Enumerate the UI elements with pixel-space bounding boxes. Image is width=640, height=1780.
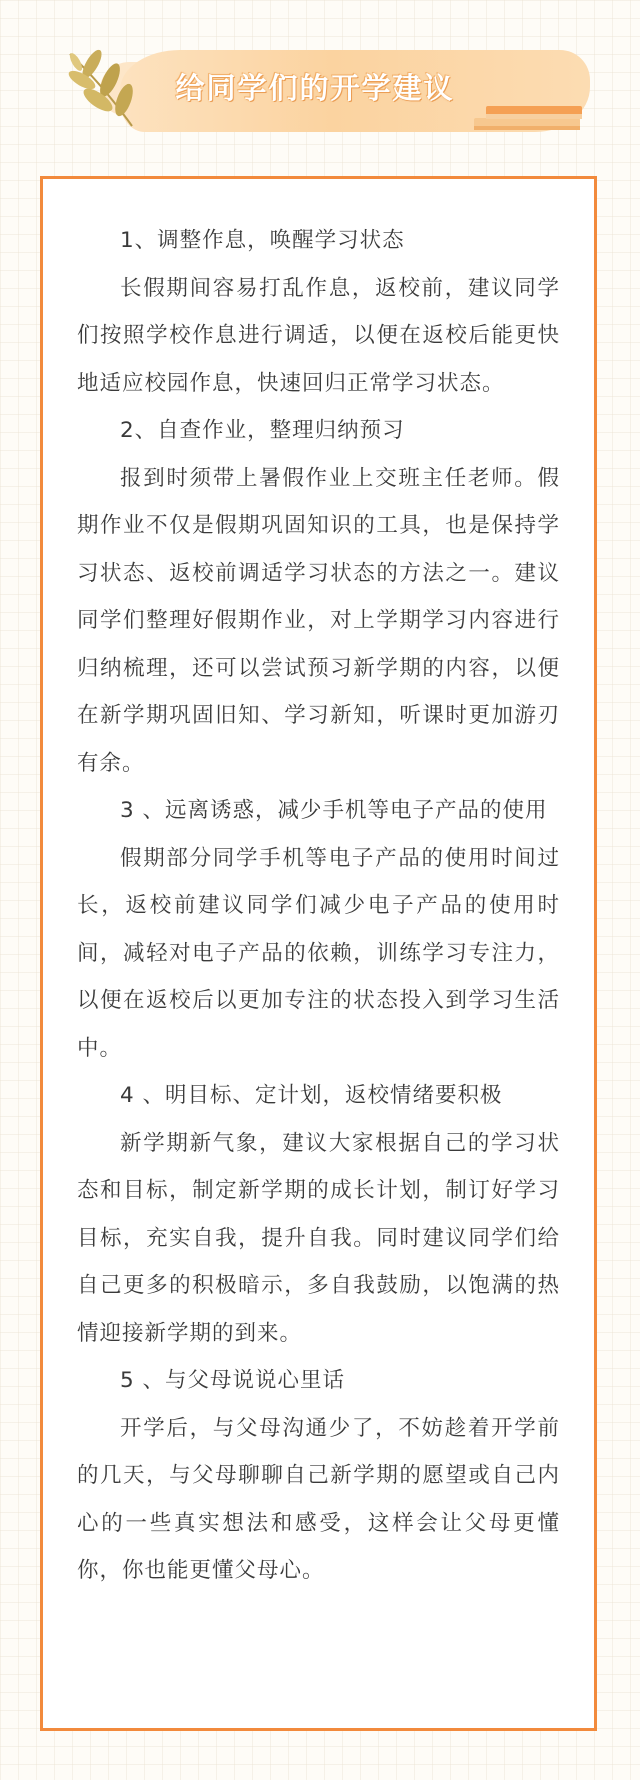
leaf-branch-icon — [62, 44, 150, 130]
section-body-1: 长假期间容易打乱作息，返校前，建议同学们按照学校作息进行调适，以便在返校后能更快地适应校园作息，快速回归正常学习状态。 — [77, 275, 560, 396]
book-stack-icon — [470, 96, 590, 136]
header-banner — [0, 0, 640, 150]
section-body-5: 开学后，与父母沟通少了，不妨趁着开学前的几天，与父母聊聊自己新学期的愿望或自己内心的一些真实想法和感受，这样会让父母更懂你，你也能更懂父母心。 — [77, 1415, 560, 1583]
section-body-4: 新学期新气象，建议大家根据自己的学习状态和目标，制定新学期的成长计划，制订好学习目标，充实自我，提升自我。同时建议同学们给自己更多的积极暗示，多自我鼓励，以饱满的热情迎接新学期的到来。 — [77, 1130, 560, 1346]
section-heading-4: 4 、明目标、定计划，返校情绪要积极 — [120, 1083, 503, 1108]
section-body-3: 假期部分同学手机等电子产品的使用时间过长，返校前建议同学们减少电子产品的使用时间，减轻对电子产品的依赖，训练学习专注力，以便在返校后以更加专注的状态投入到学习生活中。 — [77, 845, 560, 1061]
section-heading-2: 2、自查作业，整理归纳预习 — [120, 418, 405, 443]
section-heading-5: 5 、与父母说说心里话 — [120, 1368, 346, 1393]
page-title: 给同学们的开学建议 — [175, 71, 455, 105]
section-heading-1: 1、调整作息，唤醒学习状态 — [120, 228, 405, 253]
section-body-2: 报到时须带上暑假作业上交班主任老师。假期作业不仅是假期巩固知识的工具，也是保持学习状态、返校前调适学习状态的方法之一。建议同学们整理好假期作业，对上学期学习内容进行归纳梳理，还可以尝试预习新学期的内容，以便在新学期巩固旧知、学习新知，听课时更加游刃有余。 — [77, 465, 560, 776]
section-heading-3: 3 、远离诱惑，减少手机等电子产品的使用 — [120, 798, 548, 823]
article-content-box — [40, 176, 597, 1731]
